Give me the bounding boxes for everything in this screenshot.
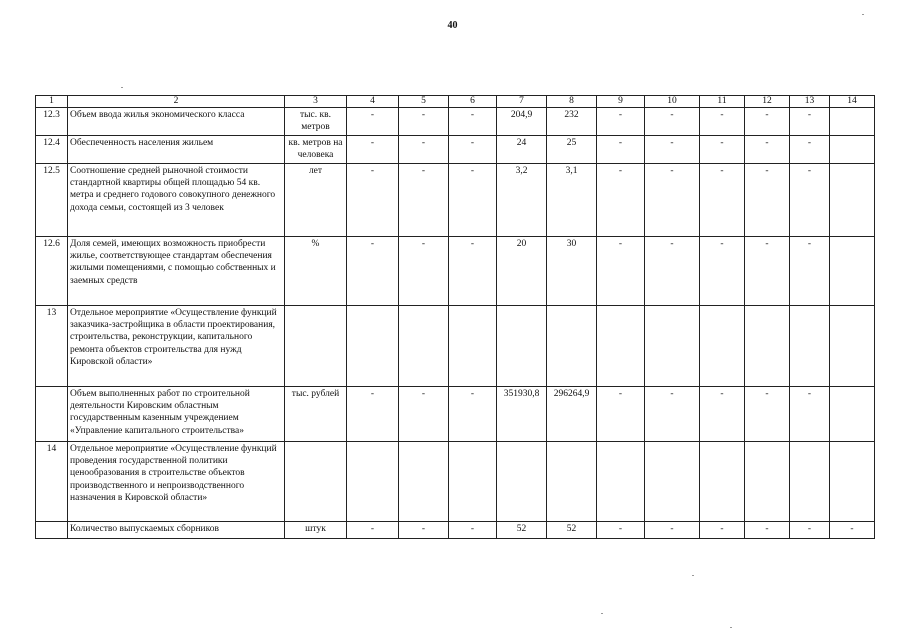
- row-number-cell: 12.4: [36, 135, 68, 163]
- value-cell: [790, 305, 830, 386]
- value-cell: 52: [497, 521, 547, 538]
- scan-speck: [862, 14, 864, 15]
- value-cell: [830, 163, 875, 236]
- unit-cell: тыс. рублей: [285, 386, 347, 441]
- value-cell: 3,1: [547, 163, 597, 236]
- value-cell: -: [790, 163, 830, 236]
- value-cell: [790, 441, 830, 521]
- value-cell: -: [700, 135, 745, 163]
- column-header-6: 6: [449, 96, 497, 108]
- unit-cell: штук: [285, 521, 347, 538]
- value-cell: -: [700, 236, 745, 305]
- value-cell: [547, 305, 597, 386]
- indicator-name-cell: Отдельное мероприятие «Осуществление функций проведения государственной политики ценообразования в строительстве объектов производственного и непроизводственного назначения в Кировской области»: [68, 441, 285, 521]
- column-header-11: 11: [700, 96, 745, 108]
- value-cell: -: [347, 108, 399, 136]
- value-cell: -: [645, 521, 700, 538]
- value-cell: -: [645, 236, 700, 305]
- indicators-table: [35, 95, 875, 539]
- value-cell: [497, 441, 547, 521]
- value-cell: -: [700, 108, 745, 136]
- column-header-2: 2: [68, 96, 285, 108]
- value-cell: -: [399, 108, 449, 136]
- value-cell: [745, 305, 790, 386]
- value-cell: 30: [547, 236, 597, 305]
- scan-speck: [692, 575, 694, 576]
- value-cell: -: [790, 135, 830, 163]
- table-row: [36, 236, 875, 305]
- value-cell: -: [745, 521, 790, 538]
- scan-speck: [730, 627, 732, 628]
- table-row: [36, 108, 875, 136]
- row-number-cell: 12.5: [36, 163, 68, 236]
- value-cell: [347, 441, 399, 521]
- indicator-name-cell: Обеспеченность населения жильем: [68, 135, 285, 163]
- value-cell: 20: [497, 236, 547, 305]
- column-header-1: 1: [36, 96, 68, 108]
- value-cell: [347, 305, 399, 386]
- value-cell: -: [347, 135, 399, 163]
- table-row: [36, 305, 875, 386]
- indicator-name-cell: Объем выполненных работ по строительной деятельности Кировским областным государственным казенным учреждением «Управление капитального строительства»: [68, 386, 285, 441]
- value-cell: 232: [547, 108, 597, 136]
- value-cell: -: [449, 163, 497, 236]
- column-header-14: 14: [830, 96, 875, 108]
- unit-cell: лет: [285, 163, 347, 236]
- value-cell: -: [830, 521, 875, 538]
- value-cell: [597, 305, 645, 386]
- table-row: [36, 386, 875, 441]
- column-header-12: 12: [745, 96, 790, 108]
- column-header-5: 5: [399, 96, 449, 108]
- value-cell: [700, 305, 745, 386]
- row-number-cell: 12.3: [36, 108, 68, 136]
- value-cell: -: [700, 521, 745, 538]
- value-cell: -: [399, 236, 449, 305]
- page-number: 40: [447, 20, 458, 31]
- value-cell: -: [700, 163, 745, 236]
- value-cell: -: [790, 386, 830, 441]
- row-number-cell: 14: [36, 441, 68, 521]
- scan-speck: [601, 613, 603, 614]
- indicator-name-cell: Доля семей, имеющих возможность приобрести жилье, соответствующее стандартам обеспечения жилыми помещениями, с помощью собственных и заемных средств: [68, 236, 285, 305]
- indicator-name-cell: Отдельное мероприятие «Осуществление функций заказчика-застройщика в области проектирования, строительства, реконструкции, капитального ремонта объектов строительства для нужд Кировской области»: [68, 305, 285, 386]
- column-header-3: 3: [285, 96, 347, 108]
- value-cell: 3,2: [497, 163, 547, 236]
- value-cell: 24: [497, 135, 547, 163]
- value-cell: -: [347, 521, 399, 538]
- row-number-cell: 13: [36, 305, 68, 386]
- value-cell: [399, 441, 449, 521]
- value-cell: -: [449, 386, 497, 441]
- table-header: [36, 96, 875, 108]
- value-cell: -: [745, 163, 790, 236]
- value-cell: [830, 135, 875, 163]
- value-cell: 52: [547, 521, 597, 538]
- value-cell: [645, 441, 700, 521]
- value-cell: 25: [547, 135, 597, 163]
- column-header-9: 9: [597, 96, 645, 108]
- value-cell: [449, 441, 497, 521]
- value-cell: -: [597, 108, 645, 136]
- value-cell: [700, 441, 745, 521]
- value-cell: -: [347, 386, 399, 441]
- unit-cell: тыс. кв. метров: [285, 108, 347, 136]
- value-cell: -: [745, 108, 790, 136]
- value-cell: -: [449, 108, 497, 136]
- value-cell: [830, 108, 875, 136]
- table-row: [36, 441, 875, 521]
- column-header-13: 13: [790, 96, 830, 108]
- value-cell: 204,9: [497, 108, 547, 136]
- value-cell: -: [790, 236, 830, 305]
- value-cell: -: [745, 135, 790, 163]
- value-cell: -: [399, 135, 449, 163]
- value-cell: [645, 305, 700, 386]
- value-cell: -: [597, 521, 645, 538]
- value-cell: -: [449, 236, 497, 305]
- value-cell: [830, 305, 875, 386]
- unit-cell: кв. метров на человека: [285, 135, 347, 163]
- value-cell: -: [449, 135, 497, 163]
- scan-speck: [121, 87, 123, 88]
- value-cell: 351930,8: [497, 386, 547, 441]
- value-cell: -: [645, 386, 700, 441]
- value-cell: -: [449, 521, 497, 538]
- indicator-name-cell: Количество выпускаемых сборников: [68, 521, 285, 538]
- value-cell: 296264,9: [547, 386, 597, 441]
- value-cell: [830, 386, 875, 441]
- value-cell: -: [399, 386, 449, 441]
- value-cell: -: [597, 386, 645, 441]
- value-cell: -: [399, 163, 449, 236]
- row-number-cell: [36, 386, 68, 441]
- table-row: [36, 135, 875, 163]
- value-cell: -: [597, 135, 645, 163]
- unit-cell: %: [285, 236, 347, 305]
- value-cell: -: [790, 108, 830, 136]
- value-cell: [547, 441, 597, 521]
- value-cell: [399, 305, 449, 386]
- value-cell: -: [645, 163, 700, 236]
- unit-cell: [285, 441, 347, 521]
- value-cell: -: [700, 386, 745, 441]
- value-cell: [597, 441, 645, 521]
- value-cell: -: [399, 521, 449, 538]
- table-row: [36, 163, 875, 236]
- value-cell: [497, 305, 547, 386]
- value-cell: [830, 236, 875, 305]
- value-cell: -: [645, 108, 700, 136]
- column-header-4: 4: [347, 96, 399, 108]
- indicator-name-cell: Соотношение средней рыночной стоимости стандартной квартиры общей площадью 54 кв. метра и среднего годового совокупного денежного дохода семьи, состоящей из 3 человек: [68, 163, 285, 236]
- value-cell: -: [645, 135, 700, 163]
- row-number-cell: [36, 521, 68, 538]
- column-header-7: 7: [497, 96, 547, 108]
- value-cell: -: [597, 163, 645, 236]
- value-cell: [830, 441, 875, 521]
- value-cell: -: [745, 236, 790, 305]
- value-cell: -: [347, 236, 399, 305]
- value-cell: -: [745, 386, 790, 441]
- value-cell: -: [597, 236, 645, 305]
- value-cell: -: [347, 163, 399, 236]
- value-cell: -: [790, 521, 830, 538]
- indicator-name-cell: Объем ввода жилья экономического класса: [68, 108, 285, 136]
- unit-cell: [285, 305, 347, 386]
- value-cell: [745, 441, 790, 521]
- value-cell: [449, 305, 497, 386]
- table-body: [36, 108, 875, 539]
- row-number-cell: 12.6: [36, 236, 68, 305]
- header-row: [36, 96, 875, 108]
- column-header-10: 10: [645, 96, 700, 108]
- column-header-8: 8: [547, 96, 597, 108]
- table-row: [36, 521, 875, 538]
